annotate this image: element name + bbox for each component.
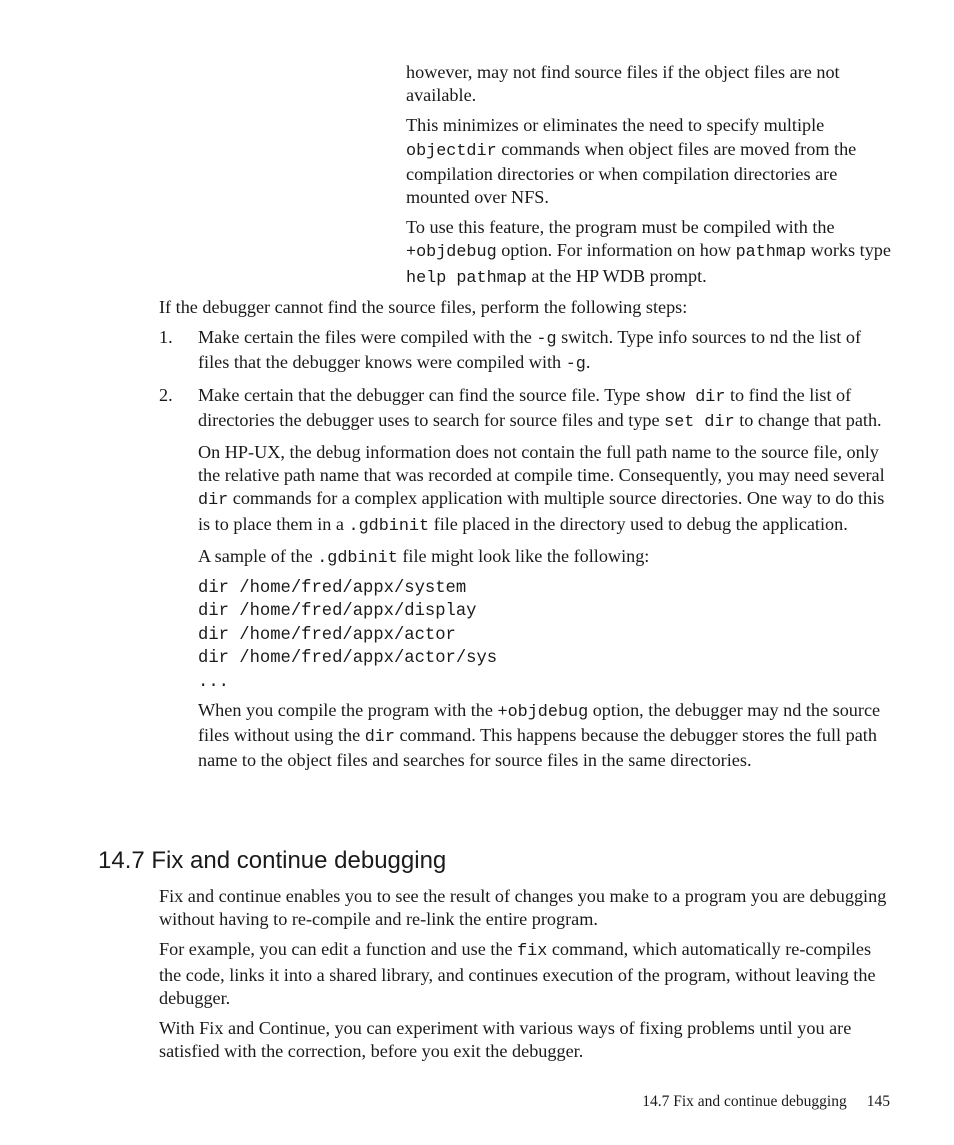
- main-column: [159, 296, 894, 780]
- paragraph-fix-example: For example, you can edit a function and use the fix command, which automatically re-compiles the code, links it into a shared library, and continues execution of the program, without leaving the debugger.: [159, 939, 876, 1008]
- inline-code: help pathmap: [406, 268, 527, 288]
- paragraph-hpux: On HP-UX, the debug information does not contain the full path name to the source file, only the relative path name that was recorded at compile time. Consequently, you may need several dir commands for a complex application with multiple source directories. One way to do this is to place them in a .gdbinit file placed in the directory used to debug the application.: [198, 442, 885, 536]
- inline-code: .gdbinit: [348, 516, 430, 536]
- inline-code: set dir: [664, 412, 735, 432]
- page-footer: [642, 1092, 890, 1112]
- paragraph-objectdir: This minimizes or eliminates the need to specify multiple objectdir commands when object files are moved from the compilation directories or when compilation directories are mounted over NFS.: [406, 115, 857, 208]
- inline-code: dir: [364, 728, 395, 748]
- paragraph-object-files: however, may not find source files if the object files are not available.: [406, 62, 840, 106]
- inline-code: +objdebug: [497, 703, 589, 723]
- section-body: [159, 885, 894, 1070]
- inline-code: pathmap: [735, 243, 807, 263]
- running-title: 14.7 Fix and continue debugging: [642, 1093, 847, 1110]
- code-line: dir /home/fred/appx/system: [198, 579, 467, 599]
- list-item: 1. Make certain the files were compiled with the -g switch. Type info sources to nd the list of files that the debugger knows were compiled with -g.: [159, 327, 862, 375]
- code-line: dir /home/fred/appx/actor: [198, 625, 456, 645]
- step-number: 2.: [159, 384, 173, 405]
- steps-list: [159, 326, 894, 772]
- paragraph-sample: A sample of the .gdbinit file might look like the following:: [198, 545, 650, 568]
- inline-code: dir: [198, 491, 229, 511]
- inline-code: .gdbinit: [317, 548, 398, 568]
- list-item: 2. Make certain that the debugger can find the source file. Type show dir to find the list of directories the debugger uses to search for source files and type set dir to change that path. On HP-UX, the debug information does not contain the full path name to the source file, only the relative path name that was recorded at compile time. Consequently, you may need several dir commands for a complex application with multiple source directories. One way to do this is to place them in a .gdbinit file placed in the directory used to debug the application. A sample of the .gdbinit file might look like the following: dir /home/fred/appx/system dir /home/fred/appx/display dir /home/fred/appx/actor dir /home/fred/appx/actor/sys ... When you compile the program with the +objdebug option, the debugger may nd the source files without using the dir command. This happens because the debugger stores the full path name to the object files and searches for source files in the same directories.: [159, 384, 894, 773]
- inline-code: objectdir: [406, 141, 497, 161]
- top-column: [406, 61, 894, 297]
- inline-code: fix: [517, 942, 548, 962]
- inline-code: -g: [565, 355, 586, 375]
- paragraph-objdebug: To use this feature, the program must be compiled with the +objdebug option. For information on how pathmap works type help pathmap at the HP WDB prompt.: [406, 217, 891, 288]
- steps-intro: If the debugger cannot find the source files, perform the following steps:: [159, 297, 688, 317]
- step-details: [198, 441, 894, 773]
- gdbinit-code-block: [198, 577, 894, 694]
- paragraph-fix-intro: Fix and continue enables you to see the result of changes you make to a program you are debugging without having to re-compile and re-link the entire program.: [159, 886, 887, 930]
- inline-code: +objdebug: [406, 243, 497, 263]
- paragraph-fix-experiment: With Fix and Continue, you can experiment with various ways of fixing problems until you are satisfied with the correction, before you exit the debugger.: [159, 1018, 852, 1062]
- code-line: dir /home/fred/appx/display: [198, 602, 477, 622]
- inline-code: show dir: [644, 387, 726, 407]
- page-number: 145: [866, 1093, 890, 1110]
- section-heading: 14.7 Fix and continue debugging: [98, 847, 447, 874]
- paragraph-compile: When you compile the program with the +objdebug option, the debugger may nd the source files without using the dir command. This happens because the debugger stores the full path name to the object files and searches for source files in the same directories.: [198, 700, 881, 771]
- code-line: ...: [198, 672, 229, 692]
- inline-code: -g: [536, 330, 557, 350]
- step-number: 1.: [159, 327, 173, 348]
- code-line: dir /home/fred/appx/actor/sys: [198, 649, 498, 669]
